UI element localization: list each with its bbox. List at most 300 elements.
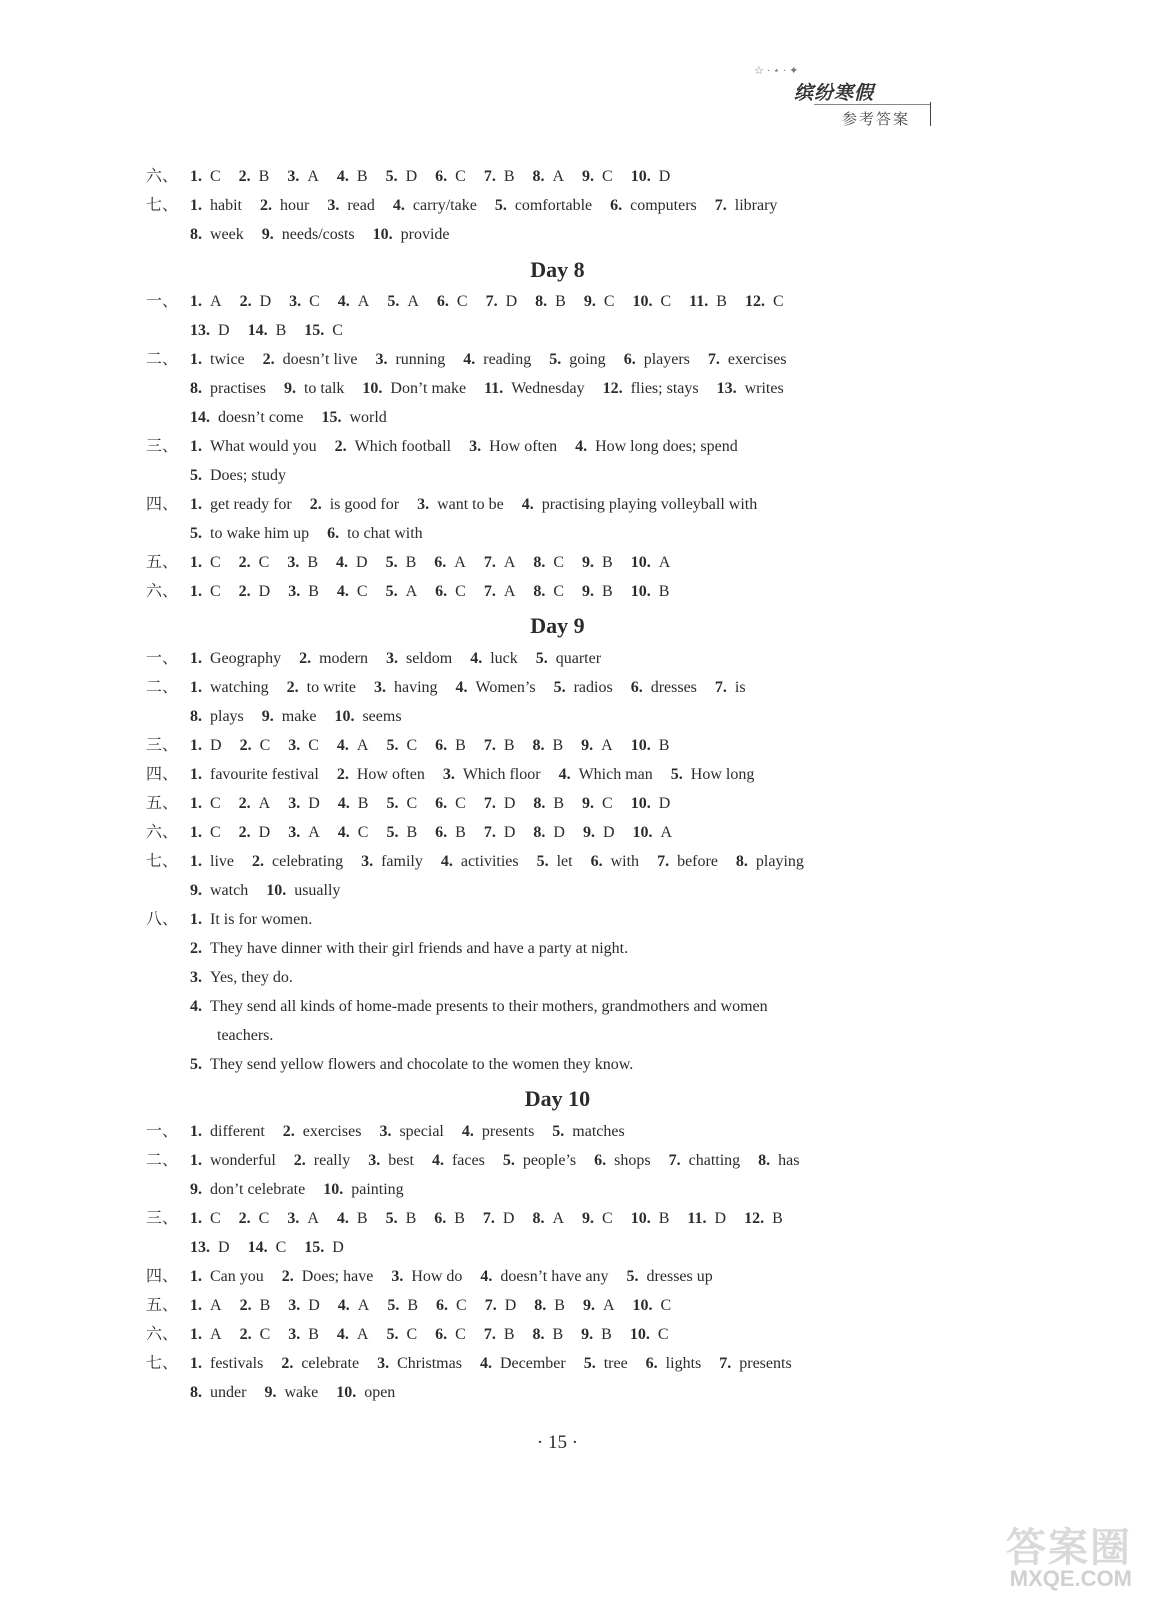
question-number: 2. <box>190 940 202 957</box>
question-number: 1. <box>190 1210 202 1227</box>
question-number: 12. <box>602 380 623 397</box>
answer-item <box>190 849 234 875</box>
answer-text: B <box>503 1326 515 1343</box>
question-number: 3. <box>288 824 301 841</box>
answer-text: A <box>307 168 319 185</box>
answer-text: A <box>407 293 419 310</box>
answer-item <box>190 1293 222 1319</box>
answer-item <box>263 347 358 373</box>
answer-item <box>533 820 565 846</box>
question-number: 9. <box>581 1326 594 1343</box>
question-number: 4. <box>336 1210 349 1227</box>
question-number: 4. <box>337 824 350 841</box>
answer-text: D <box>503 824 516 841</box>
section-number: 二、 <box>146 1152 179 1169</box>
answer-row <box>190 1380 413 1406</box>
question-number: 10. <box>630 795 651 812</box>
answer-text: dresses <box>650 679 697 696</box>
question-number: 10. <box>323 1181 344 1198</box>
section-number: 五、 <box>146 795 179 812</box>
question-number: 9. <box>582 554 595 571</box>
question-number: 8. <box>534 1297 547 1314</box>
answer-item <box>190 994 768 1020</box>
answer-row <box>146 492 775 518</box>
answer-text: lights <box>665 1355 702 1372</box>
question-number: 4. <box>336 583 349 600</box>
answer-item <box>294 1148 350 1174</box>
answer-text: Can you <box>210 1268 264 1285</box>
answer-text: presents <box>481 1123 535 1140</box>
answer-item <box>337 733 369 759</box>
section-number: 四、 <box>146 766 179 783</box>
question-number: 1. <box>190 650 202 667</box>
question-number: 3. <box>368 1152 381 1169</box>
day-heading: Day 8 <box>530 257 585 282</box>
answer-text: presents <box>739 1355 792 1372</box>
question-number: 6. <box>594 1152 607 1169</box>
question-number: 10. <box>336 1384 357 1401</box>
answer-item <box>435 733 466 759</box>
answer-text: watch <box>210 882 249 899</box>
answer-row <box>190 405 405 431</box>
answer-row <box>190 376 802 402</box>
answer-item <box>190 1235 230 1261</box>
answer-item <box>190 434 317 460</box>
answer-item <box>304 1235 344 1261</box>
answer-text: C <box>356 583 368 600</box>
site-watermark <box>952 1516 1142 1596</box>
question-number: 7. <box>719 1355 732 1372</box>
question-number: 2. <box>309 496 322 513</box>
answer-item <box>441 849 519 875</box>
question-number: 3. <box>288 1326 301 1343</box>
answer-item <box>534 1293 565 1319</box>
question-number: 2. <box>239 737 252 754</box>
answer-item <box>190 675 269 701</box>
answer-item <box>190 1148 276 1174</box>
question-number: 2. <box>238 824 251 841</box>
answer-text: B <box>772 1210 783 1227</box>
section-number: 五、 <box>146 1297 179 1314</box>
watermark-url: MXQE.COM <box>1009 1566 1132 1591</box>
answer-item <box>288 579 319 605</box>
answer-text: hour <box>280 197 310 214</box>
answer-row <box>146 1148 817 1174</box>
answer-item <box>387 289 419 315</box>
answer-item <box>559 762 653 788</box>
question-number: 9. <box>582 1210 595 1227</box>
question-number: 6. <box>435 795 448 812</box>
answer-item <box>323 1177 403 1203</box>
question-number: 5. <box>190 1056 202 1073</box>
answer-text: C <box>456 1297 467 1314</box>
answer-text: How long does; spend <box>595 438 738 455</box>
section-number: 三、 <box>146 438 179 455</box>
answer-item <box>435 1322 466 1348</box>
question-number: 9. <box>190 1181 202 1198</box>
answer-item <box>633 289 672 315</box>
question-number: 3. <box>288 1297 301 1314</box>
answer-text: favourite festival <box>210 766 319 783</box>
answer-item <box>190 936 628 962</box>
answer-item <box>483 1206 515 1232</box>
answer-text: B <box>602 554 613 571</box>
question-number: 2. <box>252 853 264 870</box>
answer-item <box>190 791 221 817</box>
answer-text: celebrating <box>272 853 344 870</box>
answer-text: B <box>356 168 368 185</box>
question-number: 5. <box>385 583 398 600</box>
answer-item <box>361 849 423 875</box>
question-number: 4. <box>455 679 468 696</box>
answer-text: B <box>503 168 515 185</box>
question-number: 4. <box>575 438 588 455</box>
answer-text: C <box>602 168 613 185</box>
answer-item <box>299 646 368 672</box>
question-number: 1. <box>190 795 202 812</box>
section-number: 七、 <box>146 197 179 214</box>
question-number: 2. <box>238 554 251 571</box>
question-number: 3. <box>287 168 300 185</box>
question-number: 9. <box>583 293 596 310</box>
answer-item <box>386 164 418 190</box>
answer-item <box>337 1206 368 1232</box>
question-number: 13. <box>190 322 210 339</box>
question-number: 7. <box>484 1297 497 1314</box>
answer-item <box>594 1148 650 1174</box>
question-number: 4. <box>440 853 453 870</box>
answer-text: B <box>455 737 466 754</box>
answer-item <box>287 164 319 190</box>
question-number: 4. <box>336 737 349 754</box>
question-number: 7. <box>668 1152 681 1169</box>
answer-text: week <box>210 226 244 243</box>
question-number: 4. <box>470 650 483 667</box>
question-number: 4. <box>558 766 571 783</box>
answer-item <box>190 704 244 730</box>
answer-text: practising playing volleyball with <box>541 496 758 513</box>
answer-text: quarter <box>555 650 602 667</box>
answer-item <box>435 579 466 605</box>
answer-row <box>146 820 690 846</box>
answer-item <box>631 733 670 759</box>
section-number: 七、 <box>146 853 179 870</box>
answer-row <box>190 878 358 904</box>
answer-text: They send all kinds of home-made presents to their mothers, grandmothers and women <box>210 998 768 1015</box>
question-number: 8. <box>532 737 545 754</box>
question-number: 4. <box>337 795 350 812</box>
question-number: 3. <box>327 197 340 214</box>
answer-text: C <box>455 168 466 185</box>
answer-text: C <box>406 737 418 754</box>
answer-text: C <box>602 1210 613 1227</box>
answer-item <box>262 704 317 730</box>
question-number: 5. <box>552 1123 565 1140</box>
answer-item <box>264 1380 318 1406</box>
answer-item <box>456 675 536 701</box>
answer-text: B <box>405 554 417 571</box>
answer-item <box>480 1351 566 1377</box>
answer-text: exercises <box>727 351 787 368</box>
answer-text: B <box>503 737 515 754</box>
question-number: 15. <box>321 409 342 426</box>
question-number: 9. <box>582 168 595 185</box>
answer-item <box>736 849 804 875</box>
question-number: 5. <box>553 679 566 696</box>
question-number: 6. <box>435 824 448 841</box>
question-number: 2. <box>260 197 272 214</box>
question-number: 14. <box>247 1239 268 1256</box>
question-number: 8. <box>535 293 548 310</box>
answer-item <box>484 376 584 402</box>
answer-text: B <box>259 1297 271 1314</box>
question-number: 3. <box>442 766 455 783</box>
answer-text: A <box>405 583 418 600</box>
answer-text: A <box>210 293 222 310</box>
question-number: 8. <box>532 1210 545 1227</box>
question-number: 2. <box>293 1152 306 1169</box>
answer-row <box>146 193 795 219</box>
answer-text: seems <box>362 708 402 725</box>
answer-item <box>288 1322 319 1348</box>
answer-text: A <box>552 168 565 185</box>
answer-text: D <box>502 1210 515 1227</box>
answer-item <box>190 492 292 518</box>
question-number: 8. <box>190 1384 202 1401</box>
answer-text: D <box>218 1239 230 1256</box>
answer-text: is <box>734 679 746 696</box>
question-number: 9. <box>190 882 202 899</box>
answer-text: habit <box>210 197 242 214</box>
question-number: 1. <box>190 438 202 455</box>
question-number: 8. <box>533 583 546 600</box>
answer-item <box>190 1264 264 1290</box>
answer-item <box>484 733 515 759</box>
question-number: 1. <box>190 1152 202 1169</box>
answer-text: people’s <box>522 1152 577 1169</box>
answer-item <box>717 376 784 402</box>
answer-item <box>373 222 450 248</box>
answer-text: C <box>455 795 466 812</box>
answer-item <box>239 164 270 190</box>
answer-text: C <box>210 1210 221 1227</box>
question-number: 6. <box>435 737 448 754</box>
answer-item <box>719 1351 791 1377</box>
answer-row <box>146 1206 801 1232</box>
question-number: 5. <box>626 1268 639 1285</box>
question-number: 1. <box>190 679 202 696</box>
answer-text: What would you <box>210 438 317 455</box>
question-number: 2. <box>239 293 252 310</box>
answer-text: A <box>601 737 613 754</box>
answer-item <box>239 579 271 605</box>
question-number: 7. <box>714 679 727 696</box>
answer-text: D <box>258 824 271 841</box>
answer-text: festivals <box>210 1355 264 1372</box>
answer-text: dresses up <box>646 1268 713 1285</box>
answer-item <box>252 849 343 875</box>
answer-item <box>503 1148 576 1174</box>
answer-text: Christmas <box>397 1355 462 1372</box>
answer-text: before <box>677 853 718 870</box>
answer-item <box>327 521 423 547</box>
section-number: 七、 <box>146 1355 179 1372</box>
question-number: 9. <box>261 226 274 243</box>
answer-item <box>190 1119 265 1145</box>
answer-text: D <box>259 293 272 310</box>
answer-text: going <box>569 351 606 368</box>
answer-item <box>575 434 738 460</box>
question-number: 5. <box>535 650 548 667</box>
question-number: 7. <box>483 824 496 841</box>
answer-text: is good for <box>329 496 400 513</box>
answer-item <box>687 1206 726 1232</box>
answer-text: B <box>454 1210 465 1227</box>
answer-text: B <box>658 1210 670 1227</box>
question-number: 4. <box>461 1123 474 1140</box>
answer-item <box>190 646 281 672</box>
question-number: 1. <box>190 1268 202 1285</box>
answer-text: C <box>660 1297 672 1314</box>
answer-item <box>287 1206 319 1232</box>
answer-row <box>190 994 786 1020</box>
question-number: 7. <box>483 583 496 600</box>
answer-item <box>282 1264 374 1290</box>
answer-text: December <box>499 1355 566 1372</box>
question-number: 10. <box>632 1297 653 1314</box>
answer-text: C <box>210 795 221 812</box>
answer-text: shops <box>614 1152 651 1169</box>
answer-text: provide <box>400 226 450 243</box>
question-number: 7. <box>483 1326 496 1343</box>
answer-item <box>190 164 221 190</box>
answer-item <box>190 347 245 373</box>
answer-item <box>190 878 248 904</box>
question-number: 9. <box>582 1297 595 1314</box>
answer-text: A <box>357 1297 370 1314</box>
stars-decoration-icon: ☆ · ⋆ · ✦ <box>754 65 799 77</box>
answer-item <box>532 1206 564 1232</box>
answer-item <box>281 1351 359 1377</box>
question-number: 5. <box>549 351 562 368</box>
answer-item <box>463 347 531 373</box>
answer-text: exercises <box>302 1123 362 1140</box>
answer-text: Does; have <box>301 1268 374 1285</box>
answer-item <box>469 434 557 460</box>
answer-item <box>715 193 778 219</box>
answer-item <box>190 463 286 489</box>
answer-item <box>386 1322 417 1348</box>
answer-item <box>304 318 343 344</box>
question-number: 10. <box>266 882 287 899</box>
answer-text: C <box>657 1326 669 1343</box>
answer-item <box>484 164 515 190</box>
answer-row <box>146 646 619 672</box>
answer-text: A <box>602 1297 615 1314</box>
answer-text: C <box>210 554 221 571</box>
answer-item <box>581 733 613 759</box>
question-number: 7. <box>482 1210 495 1227</box>
answer-item <box>379 1119 443 1145</box>
answer-item <box>631 579 670 605</box>
question-number: 9. <box>261 708 274 725</box>
question-number: 1. <box>190 1123 202 1140</box>
question-number: 1. <box>190 583 202 600</box>
answer-text: comfortable <box>514 197 593 214</box>
section-number: 三、 <box>146 1210 179 1227</box>
question-number: 5. <box>502 1152 515 1169</box>
answer-item <box>480 1264 608 1290</box>
question-number: 4. <box>392 197 405 214</box>
question-number: 8. <box>190 380 202 397</box>
answer-item <box>624 347 690 373</box>
question-number: 6. <box>435 1326 448 1343</box>
answer-row <box>146 849 822 875</box>
answer-row <box>190 1052 651 1078</box>
answer-text: get ready for <box>210 496 292 513</box>
answer-item <box>190 907 312 933</box>
question-number: 15. <box>304 1239 325 1256</box>
question-number: 2. <box>239 1297 252 1314</box>
answer-text: don’t celebrate <box>210 1181 306 1198</box>
answer-text: A <box>503 554 516 571</box>
question-number: 9. <box>264 1384 277 1401</box>
answer-item <box>581 1322 612 1348</box>
answer-text: C <box>553 583 565 600</box>
answer-item <box>522 492 758 518</box>
answer-item <box>386 820 417 846</box>
question-number: 6. <box>623 351 636 368</box>
answer-text: Which man <box>578 766 653 783</box>
answer-item <box>190 222 244 248</box>
question-number: 2. <box>238 795 251 812</box>
answer-item <box>190 762 319 788</box>
section-number: 六、 <box>146 1326 179 1343</box>
answer-text: A <box>454 554 466 571</box>
answer-text: D <box>218 322 230 339</box>
answer-text: B <box>308 583 319 600</box>
answer-item <box>715 675 746 701</box>
question-number: 6. <box>630 679 643 696</box>
question-number: 6. <box>327 525 340 542</box>
answer-text: D <box>258 583 271 600</box>
answer-text: with <box>610 853 640 870</box>
answer-text: Don’t make <box>390 380 467 397</box>
question-number: 9. <box>283 380 296 397</box>
answer-text: B <box>258 168 270 185</box>
question-number: 5. <box>386 737 399 754</box>
answer-text: C <box>308 737 319 754</box>
answer-text: B <box>356 1210 368 1227</box>
answer-item <box>190 1177 305 1203</box>
answer-item <box>335 434 451 460</box>
answer-item <box>582 1206 613 1232</box>
answer-text: wonderful <box>210 1152 276 1169</box>
answer-item <box>368 1148 414 1174</box>
answer-text: open <box>364 1384 396 1401</box>
question-number: 8. <box>190 708 202 725</box>
answer-text: practises <box>210 380 266 397</box>
answer-item <box>337 1322 369 1348</box>
answer-text: A <box>356 1326 369 1343</box>
section-number: 一、 <box>146 1123 179 1140</box>
answer-item <box>248 1235 287 1261</box>
answer-text: B <box>406 824 418 841</box>
answer-text: C <box>455 583 466 600</box>
answer-text: A <box>258 795 271 812</box>
answer-item <box>657 849 718 875</box>
question-number: 5. <box>583 1355 596 1372</box>
